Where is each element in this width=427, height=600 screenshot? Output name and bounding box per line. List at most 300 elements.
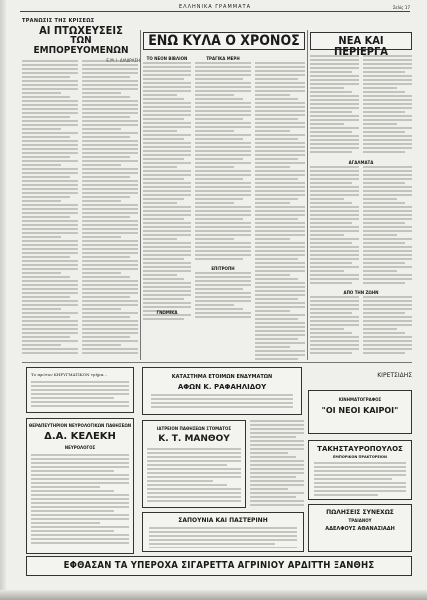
text-line — [195, 126, 251, 128]
headline-box — [143, 32, 305, 50]
text-line — [82, 296, 130, 298]
ad-center-side-text — [250, 420, 304, 508]
text-line — [143, 170, 191, 172]
text-line — [143, 74, 191, 76]
text-line — [310, 99, 359, 101]
text-line — [310, 214, 359, 216]
text-line — [22, 272, 61, 274]
text-line — [255, 230, 305, 232]
text-line — [22, 196, 70, 198]
text-line — [22, 68, 78, 70]
text-line — [363, 75, 412, 77]
text-line — [22, 320, 78, 322]
text-line — [31, 526, 129, 528]
text-line — [310, 348, 359, 350]
text-line — [22, 88, 78, 90]
text-line — [363, 202, 405, 204]
text-line — [310, 278, 359, 280]
text-line — [22, 220, 78, 222]
text-line — [363, 246, 412, 248]
text-line — [22, 120, 78, 122]
text-line — [82, 312, 138, 314]
text-line — [363, 300, 412, 302]
text-line — [310, 202, 352, 204]
article-text-2a — [143, 62, 191, 322]
text-line — [363, 67, 412, 69]
text-line — [310, 246, 359, 248]
text-line — [250, 444, 304, 446]
text-line — [195, 246, 251, 248]
text-line — [314, 490, 406, 492]
text-line — [31, 490, 114, 492]
text-line — [255, 218, 298, 220]
text-line — [310, 230, 359, 232]
text-line — [195, 110, 251, 112]
text-line — [363, 210, 412, 212]
text-line — [363, 79, 412, 81]
text-line — [310, 103, 359, 105]
text-line — [195, 234, 251, 236]
text-line — [255, 290, 305, 292]
article-text-3f — [363, 296, 412, 358]
text-line — [310, 194, 359, 196]
text-line — [310, 119, 359, 121]
text-line — [255, 358, 298, 360]
text-line — [151, 394, 293, 396]
text-line — [143, 238, 177, 240]
text-line — [255, 214, 305, 216]
text-line — [22, 344, 61, 346]
text-line — [82, 80, 138, 82]
text-line — [310, 274, 359, 276]
text-line — [250, 424, 304, 426]
text-line — [22, 340, 78, 342]
text-line — [82, 272, 121, 274]
text-line — [363, 63, 412, 65]
text-line — [82, 276, 130, 278]
article-text-2b — [195, 62, 251, 262]
text-line — [363, 316, 412, 318]
text-line — [310, 218, 359, 220]
ad-center-3 — [142, 512, 304, 552]
text-line — [310, 282, 352, 284]
text-line — [143, 114, 191, 116]
text-line — [363, 340, 412, 342]
text-line — [195, 238, 234, 240]
text-line — [363, 71, 405, 73]
text-line — [314, 462, 406, 464]
text-line — [195, 98, 243, 100]
text-line — [310, 316, 359, 318]
text-line — [250, 472, 304, 474]
text-line — [255, 174, 305, 176]
text-line — [314, 466, 406, 468]
text-line — [255, 334, 305, 336]
text-line — [195, 78, 243, 80]
text-line — [310, 123, 344, 125]
text-line — [82, 96, 130, 98]
text-line — [195, 122, 251, 124]
text-line — [31, 510, 114, 512]
text-line — [255, 122, 305, 124]
text-line — [363, 320, 412, 322]
text-line — [363, 182, 405, 184]
ad-center-1 — [142, 367, 302, 415]
text-line — [363, 190, 412, 192]
text-line — [310, 186, 359, 188]
text-line — [195, 62, 251, 64]
col2-sub-3: ΕΠΙΤΡΟΠΗ — [211, 266, 235, 271]
text-line — [195, 242, 251, 244]
text-line — [22, 104, 78, 106]
text-line — [363, 332, 405, 334]
text-line — [363, 135, 412, 137]
text-line — [195, 254, 251, 256]
text-line — [363, 99, 412, 101]
text-line — [82, 136, 130, 138]
ad-right-4-title: ΠΩΛΗΣΕΙΣ ΣΥΝΕΧΩΣ — [326, 509, 394, 516]
text-line — [22, 308, 61, 310]
text-line — [255, 314, 305, 316]
text-line — [363, 226, 412, 228]
text-line — [363, 214, 412, 216]
page-number: Σελίς 17 — [392, 5, 410, 10]
text-line — [250, 492, 304, 494]
text-line — [195, 288, 243, 290]
text-line — [255, 302, 305, 304]
text-line — [250, 432, 304, 434]
text-line — [363, 174, 412, 176]
text-line — [82, 304, 138, 306]
text-line — [363, 296, 412, 298]
text-line — [363, 308, 412, 310]
text-line — [143, 210, 191, 212]
text-line — [310, 71, 352, 73]
text-line — [22, 268, 78, 270]
text-line — [82, 236, 121, 238]
text-line — [82, 348, 138, 350]
text-line — [22, 336, 70, 338]
text-line — [363, 91, 405, 93]
text-line — [22, 108, 78, 110]
text-line — [195, 166, 234, 168]
text-line — [195, 202, 234, 204]
text-line — [363, 230, 412, 232]
text-line — [31, 381, 129, 383]
text-line — [255, 118, 298, 120]
text-line — [22, 180, 78, 182]
ad-right-3 — [308, 440, 412, 500]
text-line — [143, 122, 191, 124]
text-line — [363, 270, 397, 272]
text-line — [314, 474, 406, 476]
text-line — [255, 202, 290, 204]
text-line — [82, 196, 130, 198]
text-line — [255, 274, 290, 276]
ad-right-2 — [308, 390, 412, 434]
text-line — [82, 152, 138, 154]
text-line — [82, 252, 138, 254]
text-line — [143, 206, 191, 208]
text-line — [143, 166, 177, 168]
text-line — [255, 298, 298, 300]
text-line — [149, 543, 275, 545]
article-text-3d — [363, 166, 412, 286]
text-line — [310, 79, 359, 81]
ad-center-2-name: Κ. Τ. ΜΑΝΘΟΥ — [158, 434, 230, 444]
text-line — [255, 130, 290, 132]
text-line — [255, 102, 305, 104]
text-line — [143, 198, 184, 200]
text-line — [143, 134, 191, 136]
text-line — [195, 90, 251, 92]
ad-right-1 — [308, 366, 412, 386]
text-line — [255, 262, 305, 264]
text-line — [143, 222, 191, 224]
text-line — [363, 242, 405, 244]
text-line — [82, 208, 138, 210]
text-line — [22, 76, 70, 78]
text-line — [255, 238, 290, 240]
text-line — [22, 264, 78, 266]
col3-sub-1: ΑΓΑΛΜΑΤΑ — [348, 160, 374, 165]
text-line — [255, 254, 305, 256]
text-line — [363, 304, 412, 306]
text-line — [310, 206, 359, 208]
ad-left-top — [26, 367, 134, 413]
text-line — [22, 200, 61, 202]
column-1 — [22, 18, 140, 63]
text-line — [143, 318, 184, 320]
text-line — [82, 332, 138, 334]
text-line — [22, 144, 78, 146]
text-line — [310, 304, 359, 306]
text-line — [255, 258, 298, 260]
ad-center-2 — [142, 420, 246, 508]
text-line — [82, 340, 138, 342]
text-line — [22, 208, 78, 210]
text-line — [255, 250, 305, 252]
text-line — [195, 300, 251, 302]
ad-center-1-lines — [143, 391, 301, 409]
article-text-3e — [310, 296, 359, 358]
text-line — [22, 164, 61, 166]
text-line — [82, 148, 138, 150]
text-line — [195, 230, 251, 232]
text-line — [143, 226, 191, 228]
text-line — [195, 154, 251, 156]
text-line — [143, 86, 191, 88]
text-line — [363, 131, 405, 133]
text-line — [310, 59, 359, 61]
text-line — [310, 111, 352, 113]
text-line — [22, 248, 78, 250]
text-line — [82, 352, 138, 354]
text-line — [363, 59, 412, 61]
text-line — [82, 200, 121, 202]
text-line — [255, 94, 290, 96]
text-line — [310, 147, 359, 149]
text-line — [82, 132, 138, 134]
ad-left-mid — [26, 418, 134, 554]
text-line — [143, 154, 191, 156]
ad-right-1-text: ΚΙΡΕΤΣΙΔΗΣ — [377, 372, 412, 379]
article-text-2c — [195, 272, 251, 322]
text-line — [82, 324, 138, 326]
text-line — [250, 488, 288, 490]
text-line — [363, 206, 412, 208]
text-line — [82, 84, 138, 86]
column-rule-2 — [307, 30, 308, 360]
text-line — [363, 139, 412, 141]
text-line — [255, 310, 290, 312]
text-line — [22, 64, 78, 66]
text-line — [310, 170, 359, 172]
text-line — [143, 146, 191, 148]
text-line — [310, 127, 359, 129]
text-line — [255, 66, 305, 68]
text-line — [250, 468, 304, 470]
text-line — [31, 393, 129, 395]
text-line — [363, 274, 412, 276]
text-line — [22, 188, 78, 190]
text-line — [255, 234, 305, 236]
text-line — [147, 460, 241, 462]
text-line — [82, 256, 130, 258]
text-line — [310, 139, 359, 141]
text-line — [195, 134, 251, 136]
text-line — [363, 198, 397, 200]
text-line — [314, 478, 392, 480]
text-line — [314, 486, 406, 488]
text-line — [255, 326, 305, 328]
text-line — [195, 158, 243, 160]
text-line — [147, 500, 241, 502]
text-line — [363, 127, 412, 129]
ad-right-3-sub: ΕΜΠΟΡΙΚΟΝ ΠΡΑΚΤΟΡΕΙΟΝ — [333, 455, 387, 459]
text-line — [310, 242, 352, 244]
text-line — [82, 116, 130, 118]
text-line — [82, 344, 121, 346]
text-line — [82, 60, 138, 62]
text-line — [310, 266, 359, 268]
text-line — [22, 312, 78, 314]
text-line — [310, 320, 359, 322]
text-line — [82, 280, 138, 282]
headline-2: ΤΩΝ ΕΜΠΟΡΕΥΟΜΕΝΩΝ — [33, 35, 129, 56]
text-line — [82, 100, 138, 102]
text-line — [82, 164, 121, 166]
text-line — [255, 146, 305, 148]
text-line — [255, 190, 305, 192]
text-line — [310, 135, 359, 137]
text-line — [310, 95, 359, 97]
text-line — [363, 312, 405, 314]
text-line — [195, 130, 234, 132]
text-line — [147, 452, 241, 454]
text-line — [310, 238, 359, 240]
text-line — [195, 102, 251, 104]
text-line — [82, 188, 138, 190]
text-line — [143, 258, 184, 260]
text-line — [22, 96, 70, 98]
text-line — [195, 74, 251, 76]
text-line — [363, 282, 405, 284]
text-line — [255, 74, 305, 76]
text-line — [31, 462, 129, 464]
text-line — [31, 470, 114, 472]
ad-right-3-title: ΤΑΚΗΣΤΑΥΡΟΠΟΥΛΟΣ — [317, 445, 403, 453]
text-line — [31, 397, 114, 399]
text-line — [195, 106, 251, 108]
text-line — [149, 539, 297, 541]
text-line — [31, 534, 129, 536]
text-line — [143, 130, 177, 132]
text-line — [255, 306, 305, 308]
text-line — [31, 389, 129, 391]
text-line — [82, 88, 138, 90]
text-line — [255, 278, 298, 280]
text-line — [250, 500, 304, 502]
text-line — [363, 324, 412, 326]
text-line — [22, 72, 78, 74]
col2-headline: ΕΝΩ ΚΥΛΑ Ο ΧΡΟΝΟΣ — [148, 33, 300, 49]
text-line — [147, 492, 241, 494]
ad-right-2-title: "ΟΙ ΝΕΟΙ ΚΑΙΡΟΙ" — [321, 406, 399, 415]
text-line — [82, 216, 130, 218]
text-line — [363, 250, 412, 252]
text-line — [22, 304, 78, 306]
text-line — [310, 107, 359, 109]
text-line — [255, 126, 305, 128]
text-line — [310, 210, 359, 212]
text-line — [310, 270, 344, 272]
text-line — [195, 170, 251, 172]
text-line — [310, 151, 352, 153]
text-line — [143, 158, 184, 160]
text-line — [195, 146, 251, 148]
text-line — [143, 250, 191, 252]
ad-left-mid-sub: ΝΕΥΡΟΛΟΓΟΣ — [64, 445, 96, 450]
text-line — [82, 288, 138, 290]
text-line — [143, 190, 191, 192]
text-line — [255, 170, 305, 172]
text-line — [31, 401, 129, 403]
text-line — [310, 308, 359, 310]
text-line — [82, 268, 138, 270]
text-line — [31, 482, 129, 484]
text-line — [363, 328, 397, 330]
text-line — [143, 62, 191, 64]
text-line — [22, 240, 78, 242]
text-line — [22, 80, 78, 82]
text-line — [363, 186, 412, 188]
text-line — [149, 531, 297, 533]
text-line — [82, 128, 121, 130]
text-line — [363, 123, 397, 125]
text-line — [310, 55, 359, 57]
text-line — [195, 66, 251, 68]
text-line — [22, 348, 78, 350]
text-line — [143, 118, 184, 120]
article-text-2d — [255, 62, 305, 362]
article-text-3b — [363, 55, 412, 155]
text-line — [310, 300, 359, 302]
text-line — [143, 302, 191, 304]
text-line — [143, 234, 191, 236]
text-line — [143, 94, 177, 96]
text-line — [22, 316, 70, 318]
